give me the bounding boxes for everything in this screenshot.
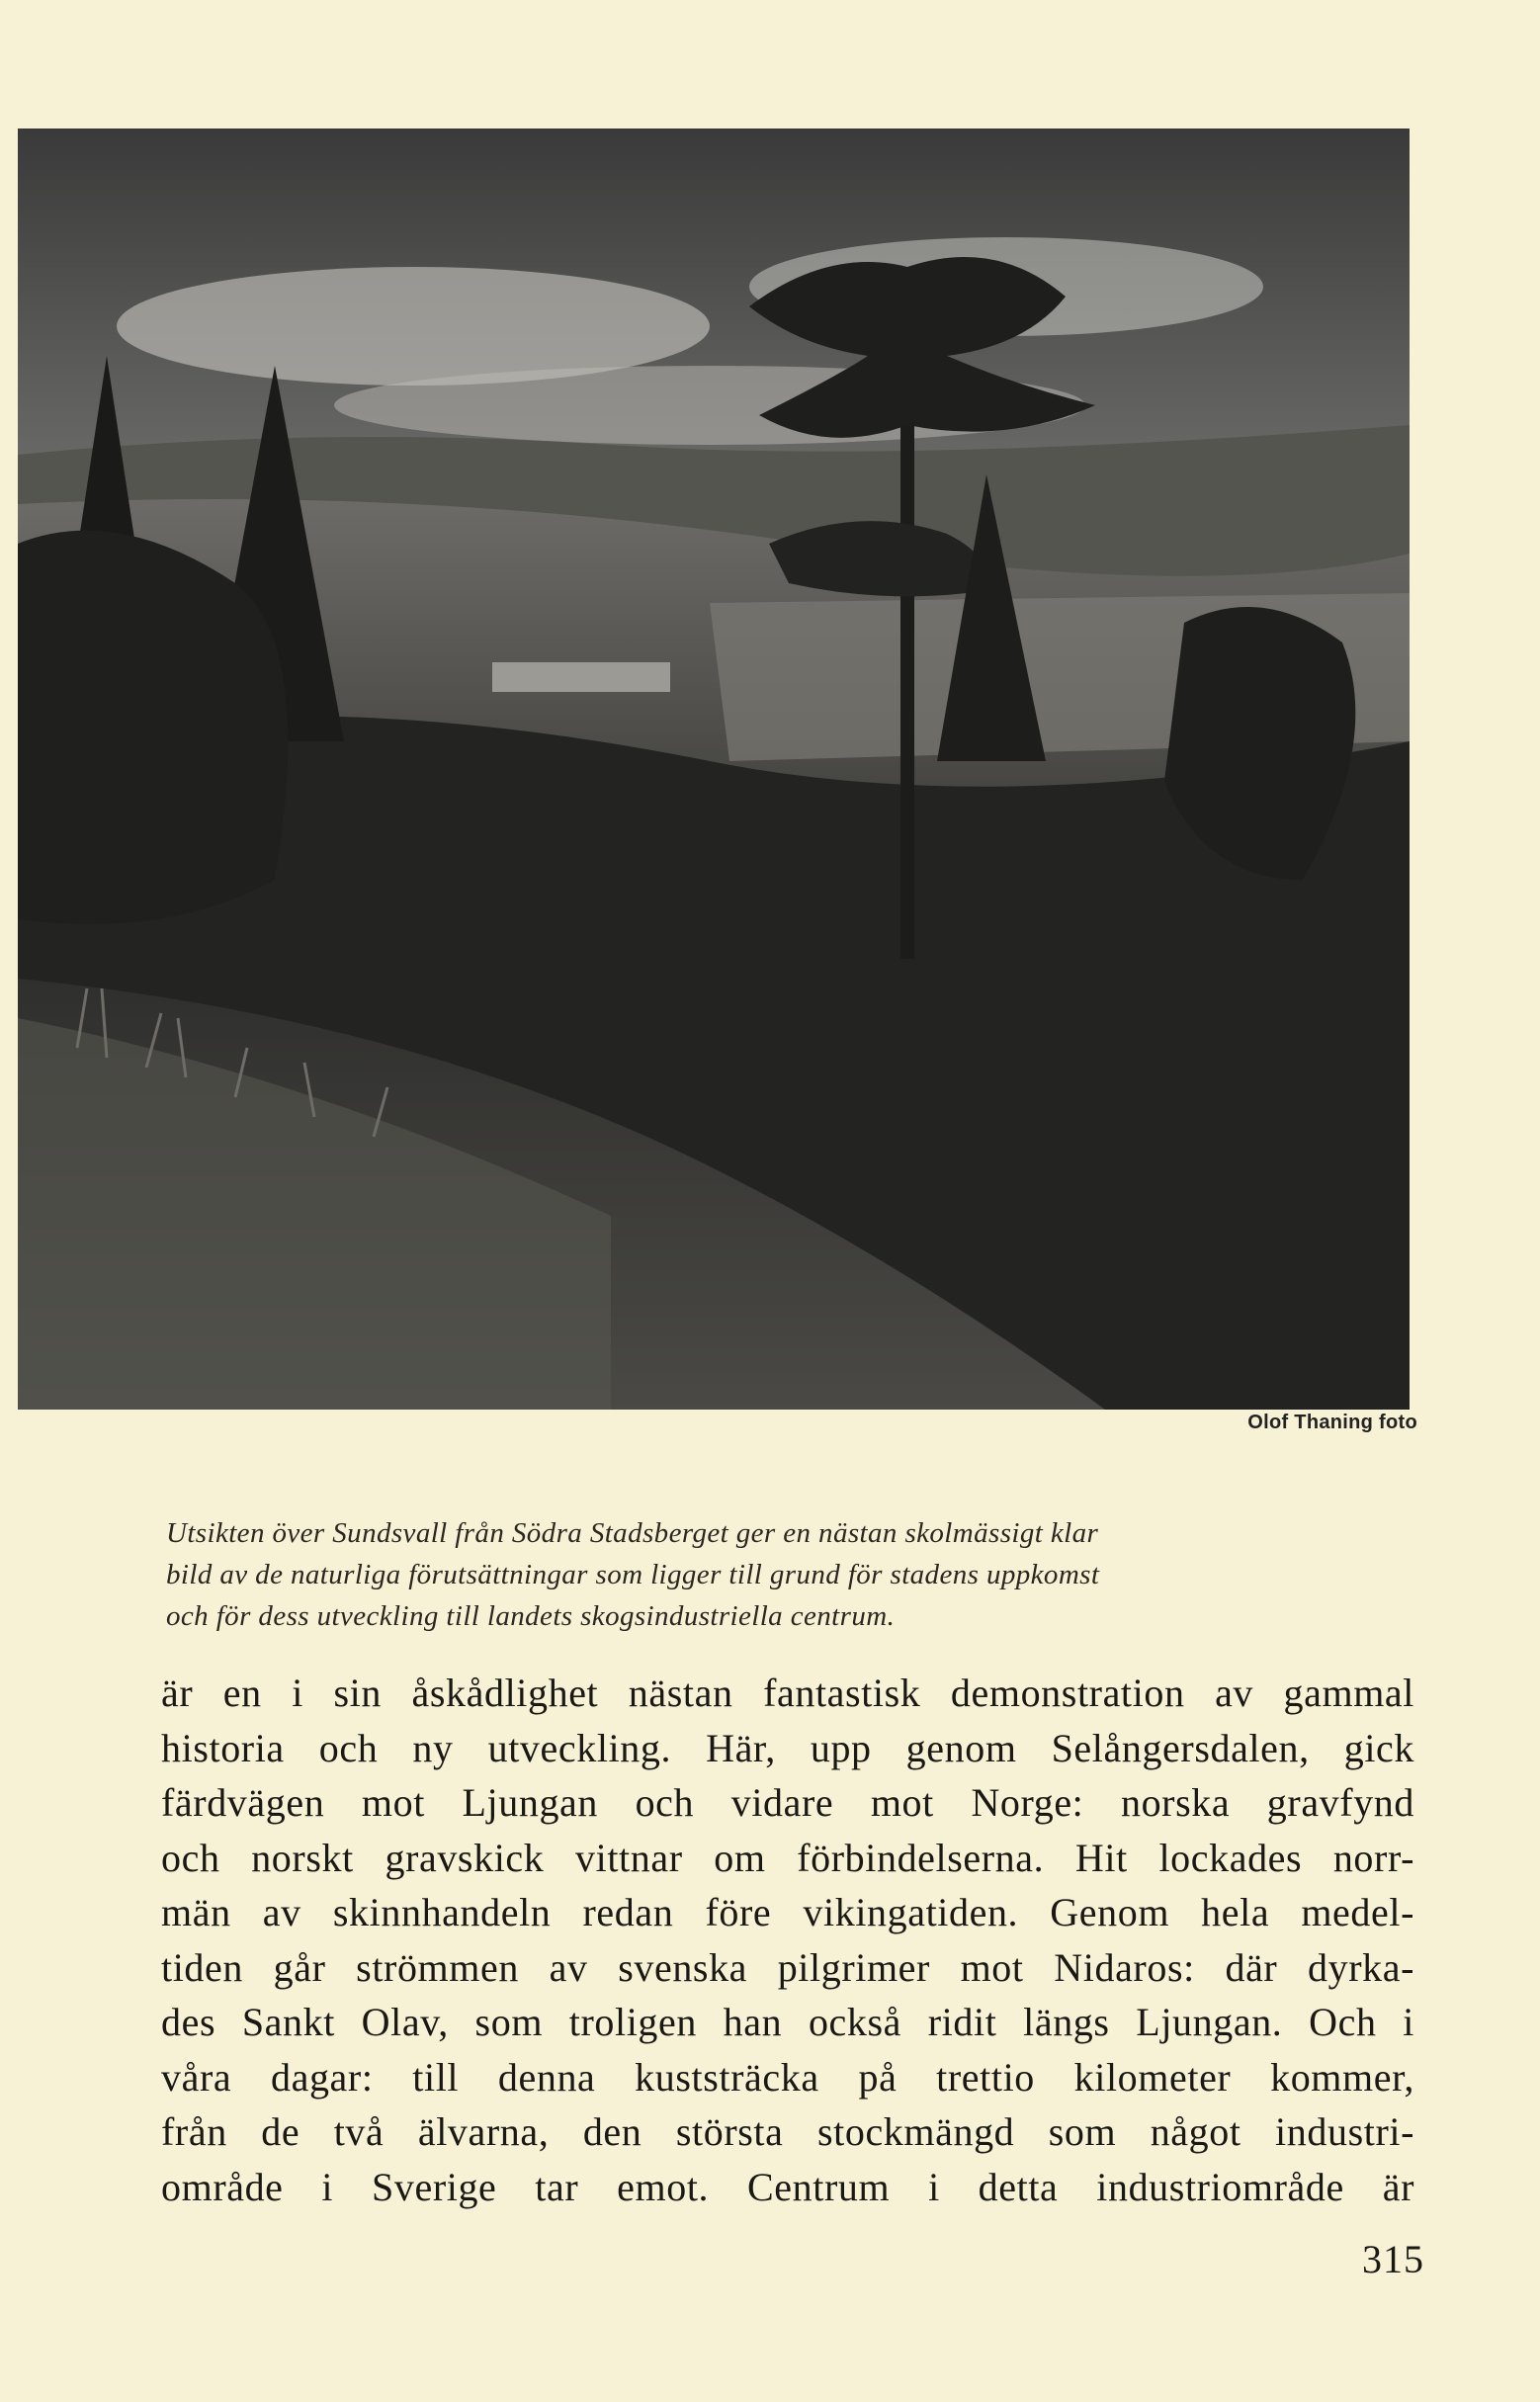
caption-line: bild av de naturliga förutsättningar som ligger till grund för stadens uppkomst <box>166 1559 1100 1590</box>
body-line: des Sankt Olav, som troligen han också ridit längs Ljungan. Och i <box>161 2000 1414 2044</box>
body-line: män av skinnhandeln redan före vikingatiden. Genom hela medel- <box>161 1890 1414 1934</box>
caption-line: och för dess utveckling till landets skogsindustriella centrum. <box>166 1600 896 1632</box>
body-line: tiden går strömmen av svenska pilgrimer mot Nidaros: där dyrka- <box>161 1944 1414 1990</box>
body-line: från de två älvarna, den största stockmängd som något industri- <box>161 2109 1414 2154</box>
body-line: och norskt gravskick vittnar om förbindelserna. Hit lockades norr- <box>161 1835 1414 1880</box>
caption-line: Utsikten över Sundsvall från Södra Stadsberget ger en nästan skolmässigt klar <box>166 1517 1099 1549</box>
body-line: område i Sverige tar emot. Centrum i detta industriområde är <box>161 2164 1414 2209</box>
body-line: våra dagar: till denna kuststräcka på trettio kilometer kommer, <box>161 2054 1414 2100</box>
photo-caption <box>166 1512 1413 1637</box>
body-line: färdvägen mot Ljungan och vidare mot Norge: norska gravfynd <box>161 1780 1414 1825</box>
landscape-photo <box>18 129 1410 1410</box>
body-paragraph <box>161 1666 1414 2214</box>
photo-credit: Olof Thaning foto <box>1247 1412 1417 1433</box>
landscape-photo-icon <box>18 129 1410 1410</box>
body-line: är en i sin åskådlighet nästan fantastisk demonstration av gammal <box>161 1671 1414 1715</box>
page-number: 315 <box>1362 2237 1424 2281</box>
body-line: historia och ny utveckling. Här, upp genom Selångersdalen, gick <box>161 1725 1414 1770</box>
